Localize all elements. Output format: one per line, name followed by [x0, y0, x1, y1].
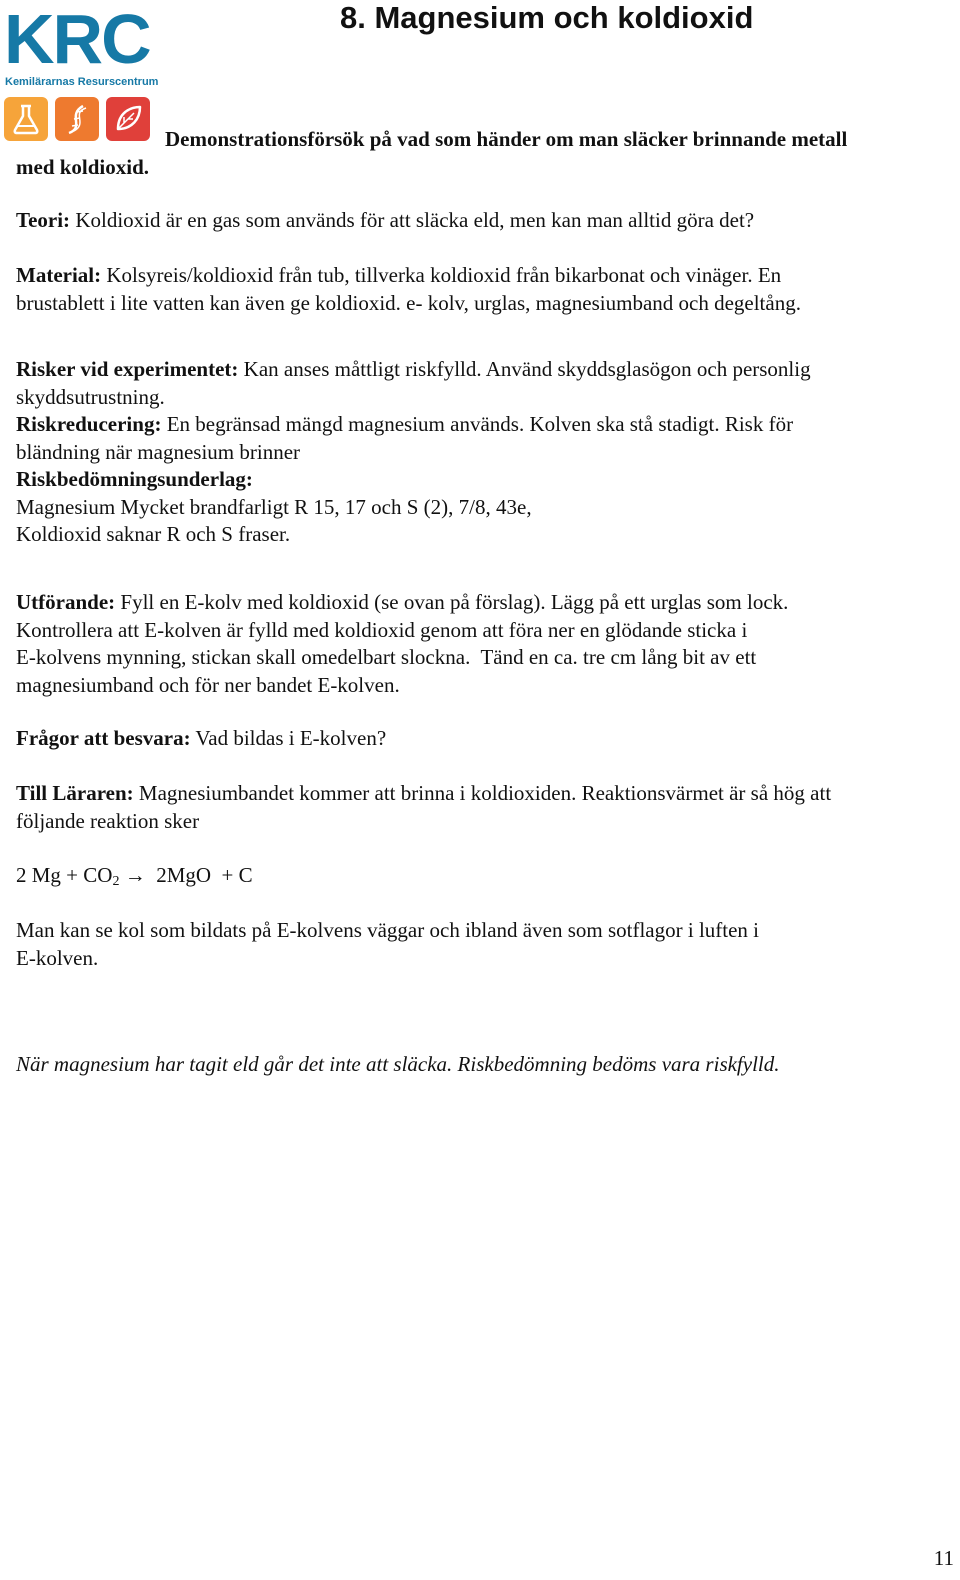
procedure-text-3: E-kolvens mynning, stickan skall omedelbart slockna. Tänd en ca. tre cm lång bit av ett — [16, 645, 757, 669]
subtitle — [16, 126, 951, 181]
questions-label: Frågor att besvara: — [16, 726, 191, 750]
risk-assessment-section — [16, 466, 946, 549]
risk-reduction-section — [16, 411, 946, 466]
equation-subscript: 2 — [112, 874, 120, 889]
equation-products: 2MgO + C — [150, 863, 253, 887]
subtitle-line-2: med koldioxid. — [16, 154, 150, 179]
questions-section — [16, 725, 946, 753]
teacher-text-1: Magnesiumbandet kommer att brinna i koldioxiden. Reaktionsvärmet är så hög att — [133, 781, 832, 805]
risk-reduction-text-2: bländning när magnesium brinner — [16, 439, 301, 464]
risks-text-1: Kan anses måttligt riskfylld. Använd skyddsglasögon och personlig — [238, 357, 811, 381]
krc-logo — [4, 0, 159, 144]
material-section — [16, 262, 946, 317]
logo-subtitle: Kemilärarnas Resurscentrum — [5, 76, 159, 88]
risk-assessment-label: Riskbedömningsunderlag: — [16, 467, 253, 491]
risk-assessment-text-2: Koldioxid saknar R och S fraser. — [16, 522, 291, 546]
risk-reduction-label: Riskreducering: — [16, 412, 162, 436]
procedure-text-1: Fyll en E-kolv med koldioxid (se ovan på förslag). Lägg på ett urglas som lock. — [115, 590, 789, 614]
procedure-text-2: Kontrollera att E-kolven är fylld med koldioxid genom att föra ner en glödande sticka i — [16, 617, 748, 642]
safety-note: När magnesium har tagit eld går det inte att släcka. Riskbedömning bedöms vara riskfylld. — [16, 1052, 780, 1076]
teacher-text-2: följande reaktion sker — [16, 808, 200, 833]
procedure-text-4: magnesiumband och för ner bandet E-kolven. — [16, 672, 400, 697]
procedure-section — [16, 589, 946, 699]
logo-wordmark: KRC — [4, 0, 150, 78]
risks-section — [16, 356, 946, 411]
equation-arrow: → — [119, 863, 151, 887]
subtitle-line-1: Demonstrationsförsök på vad som händer om man släcker brinnande metall — [165, 127, 848, 151]
theory-section — [16, 207, 946, 235]
questions-text: Vad bildas i E-kolven? — [190, 726, 387, 750]
risks-label: Risker vid experimentet: — [16, 357, 239, 381]
page-title: 8. Magnesium och koldioxid — [340, 0, 754, 35]
material-label: Material: — [16, 263, 102, 287]
page-number: 11 — [933, 1546, 954, 1570]
equation-reactants: 2 Mg + CO — [16, 863, 113, 887]
observation-section — [16, 917, 946, 972]
reaction-equation — [16, 862, 253, 890]
observation-text-2: E-kolven. — [16, 945, 99, 970]
observation-text-1: Man kan se kol som bildats på E-kolvens väggar och ibland även som sotflagor i luften i — [16, 918, 760, 942]
theory-text: Koldioxid är en gas som används för att släcka eld, men kan man alltid göra det? — [70, 208, 755, 232]
material-text-1: Kolsyreis/koldioxid från tub, tillverka koldioxid från bikarbonat och vinäger. En — [101, 263, 782, 287]
risk-reduction-text-1: En begränsad mängd magnesium används. Kolven ska stå stadigt. Risk för — [161, 412, 794, 436]
risks-text-2: skyddsutrustning. — [16, 384, 165, 409]
theory-label: Teori: — [16, 208, 71, 232]
teacher-section — [16, 780, 946, 835]
material-text-2: brustablett i lite vatten kan även ge koldioxid. e- kolv, urglas, magnesiumband och degeltång. — [16, 290, 801, 315]
risk-assessment-text-1: Magnesium Mycket brandfarligt R 15, 17 och S (2), 7/8, 43e, — [16, 494, 532, 519]
teacher-label: Till Läraren: — [16, 781, 134, 805]
procedure-label: Utförande: — [16, 590, 116, 614]
